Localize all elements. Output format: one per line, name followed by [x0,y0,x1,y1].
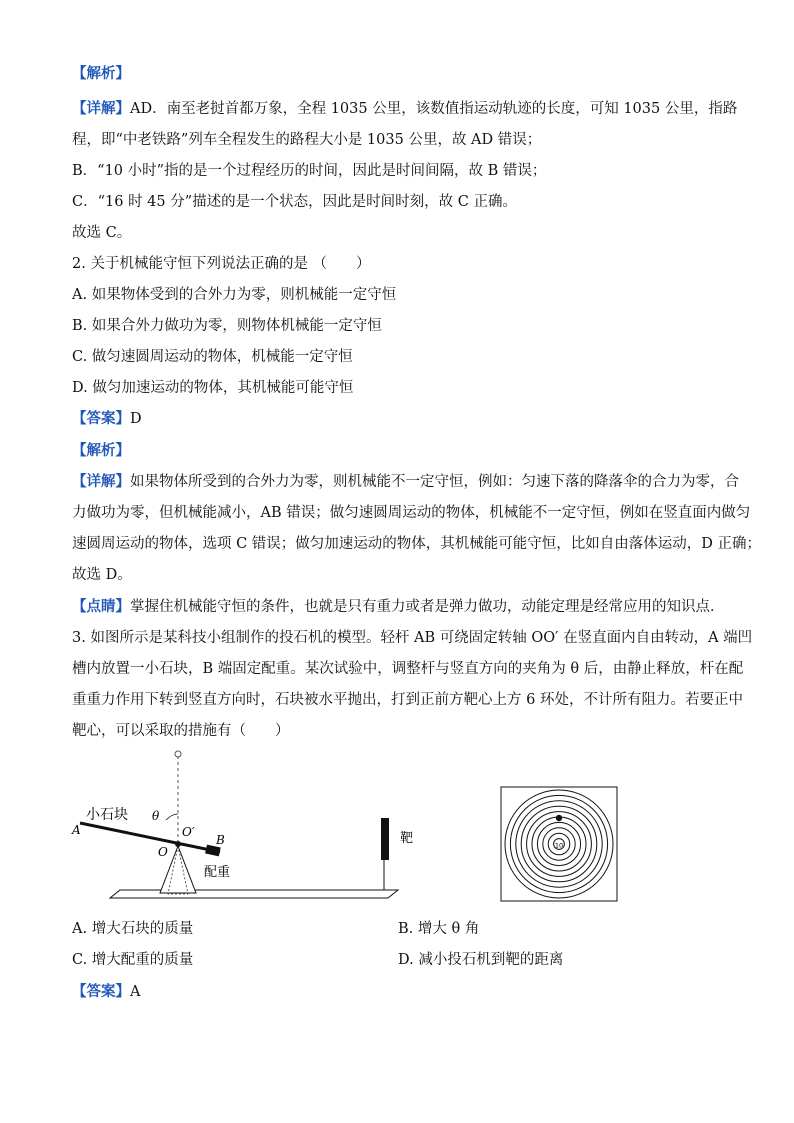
q1-analysis-tag: 【解析】 [72,66,130,82]
bullseye-label: 10 [554,841,564,850]
target-board [381,818,389,860]
lever-rod [80,823,220,852]
q3-answer: 【答案】A [72,984,141,1000]
q3-option-a: A. 增大石块的质量 [72,921,194,937]
release-point [175,751,181,757]
q1-detail-line4: C．“16 时 45 分”描述的是一个状态，因此是时间时刻，故 C 正确。 [72,194,517,210]
label-b: B [216,833,225,847]
q2-answer-tag: 【答案】 [72,411,130,427]
q2-remark-tag: 【点睛】 [72,599,130,615]
q2-remark: 【点睛】掌握住机械能守恒的条件，也就是只有重力或者是弹力做功，动能定理是经常应用的知识点． [72,599,725,615]
q2-stem: 2. 关于机械能守恒下列说法正确的是 （ ） [72,256,371,272]
theta-arc [166,814,178,820]
q3-answer-tag: 【答案】 [72,984,130,1000]
q3-option-c: C. 增大配重的质量 [72,952,194,968]
q3-stem-line1: 3. 如图所示是某科技小组制作的投石机的模型。轻杆 AB 可绕固定转轴 OO′ 在竖直面内自由转动，A 端凹 [72,630,753,646]
q2-answer: 【答案】D [72,411,142,427]
q1-detail-tag: 【详解】 [72,101,130,117]
q2-detail-tag: 【详解】 [72,474,130,490]
stone-label: 小石块 [86,807,128,823]
q3-stem-line4: 靶心，可以采取的措施有（ ） [72,723,290,739]
q3-option-d: D. 减小投石机到靶的距离 [398,952,564,968]
q1-detail-line3: B．“10 小时”指的是一个过程经历的时间，因此是时间间隔，故 B 错误； [72,163,547,179]
q2-detail-line3: 速圆周运动的物体，选项 C 错误；做匀加速运动的物体，其机械能可能守恒，比如自由落体运动，D 正确； [72,536,762,552]
label-a: A [72,823,81,837]
pivot-o [175,841,181,847]
q3-option-b: B. 增大 θ 角 [398,921,480,937]
q2-detail-line1: 【详解】如果物体所受到的合外力为零，则机械能不一定守恒，例如：匀速下落的降落伞的合力为零，合 [72,474,739,490]
target-rings-figure [500,786,620,906]
q3-stem-line2: 槽内放置一小石块，B 端固定配重。某次试验中，调整杆与竖直方向的夹角为 θ 后，由静止释放，杆在配 [72,661,744,677]
target-label: 靶 [400,831,414,846]
q1-detail-line1: 【详解】AD．南至老挝首都万象，全程 1035 公里，该数值指运动轨迹的长度，可知 1035 公里，指路 [72,101,738,117]
q2-option-c: C. 做匀速圆周运动的物体，机械能一定守恒 [72,349,353,365]
q3-stem-line3: 重重力作用下转到竖直方向时，石块被水平抛出，打到正前方靶心上方 6 环处，不计所有阻力。若要正中 [72,692,743,708]
label-o-prime: O′ [182,825,195,839]
q1-detail-line2: 程，即“中老铁路”列车全程发生的路程大小是 1035 公里，故 AD 错误； [72,132,542,148]
label-theta: θ [152,809,160,823]
q2-analysis-tag: 【解析】 [72,443,130,459]
q2-option-b: B. 如果合外力做功为零，则物体机械能一定守恒 [72,318,382,334]
q2-option-a: A. 如果物体受到的合外力为零，则机械能一定守恒 [72,287,397,303]
ground-plank [110,890,398,898]
q2-conclusion: 故选 D。 [72,567,132,583]
counterweight-label: 配重 [204,865,231,880]
q2-option-d: D. 做匀加速运动的物体，其机械能可能守恒 [72,380,354,396]
label-o: O [158,845,168,859]
q1-conclusion: 故选 C。 [72,225,132,241]
q2-detail-line2: 力做功为零，但机械能减小，AB 错误；做匀速圆周运动的物体，机械能不一定守恒，例如在竖直面内做匀 [72,505,751,521]
hit-mark [556,815,562,821]
catapult-figure [70,748,420,908]
